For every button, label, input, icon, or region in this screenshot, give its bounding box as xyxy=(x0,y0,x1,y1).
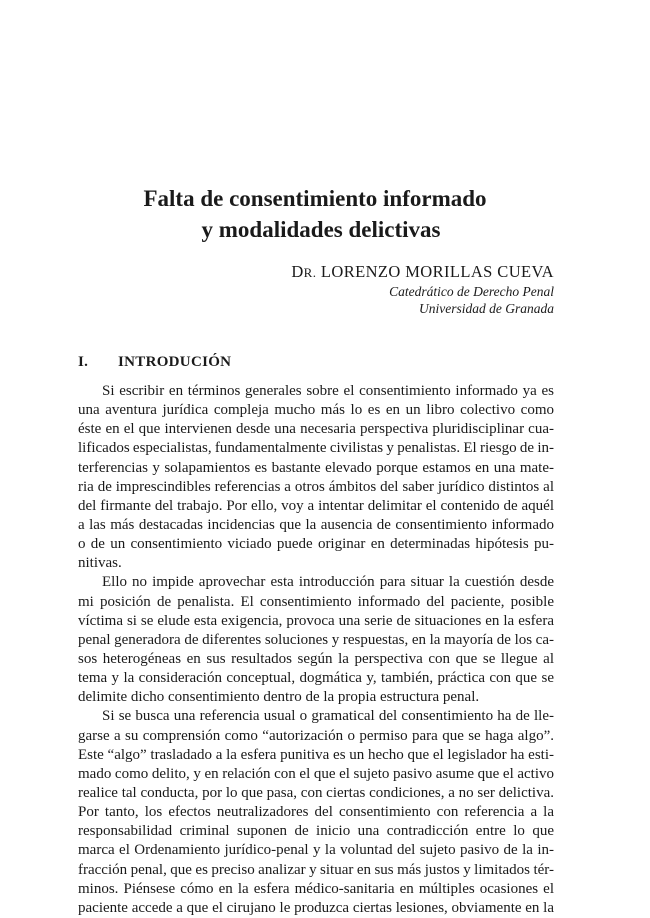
text-line: realice tal conducta, por lo que pasa, con ciertas condiciones, a no ser delictiva. xyxy=(78,784,554,801)
text-line: marca el Ordenamiento jurídico-penal y la voluntad del sujeto pasivo de la in- xyxy=(78,842,554,859)
section-heading xyxy=(78,353,231,371)
text-line: éste en el que intervienen desde una necesaria perspectiva pluridisciplinar cua- xyxy=(78,421,554,438)
section-number: I. xyxy=(78,354,89,370)
text-line: a las más destacadas incidencias que la ausencia de consentimiento informado xyxy=(78,516,554,533)
text-line: Si se busca una referencia usual o gramatical del consentimiento ha de lle- xyxy=(102,708,554,725)
text-line: tema y la consideración conceptual, dogmática y, también, práctica con que se xyxy=(78,670,554,687)
text-line: Si escribir en términos generales sobre el consentimiento informado ya es xyxy=(102,383,554,399)
text-line: Este “algo” trasladado a la esfera punitiva es un hecho que el legislador ha esti- xyxy=(78,746,554,763)
chapter-title-line-1: Falta de consentimiento informado xyxy=(143,186,487,211)
author-prefix: DR. xyxy=(291,262,317,281)
text-line: terferencias y solapamientos es bastante elevado porque estamos en una mate- xyxy=(78,459,554,476)
author-position: Catedrático de Derecho Penal xyxy=(389,284,554,299)
text-line: del firmante del trabajo. Por ello, voy a intentar delimitar el contenido de aquél xyxy=(78,497,554,514)
text-line: mado como delito, y en relación con el que el sujeto pasivo asume que el activo xyxy=(78,765,554,782)
text-line: penal generadora de diferentes soluciones y respuestas, en la mayoría de los ca- xyxy=(78,631,554,648)
text-line: garse a su comprensión como “autorización o permiso para que se haga algo”. xyxy=(78,727,554,744)
author-institution: Universidad de Granada xyxy=(419,301,554,316)
text-line: fracción penal, que es preciso analizar y situar en sus más justos y limitados tér- xyxy=(78,861,554,878)
text-line: Por tanto, los efectos neutralizadores del consentimiento con referencia a la xyxy=(78,804,554,821)
chapter-title xyxy=(0,183,650,245)
text-line: paciente accede a que el cirujano le produzca ciertas lesiones, obviamente en la xyxy=(78,899,554,916)
text-line: lificados especialistas, fundamentalmente civilistas y penalistas. El riesgo de in- xyxy=(78,440,554,457)
body-text xyxy=(78,382,554,918)
text-line: responsabilidad criminal suponen de inicio una contradicción entre lo que xyxy=(78,823,554,840)
text-line: víctima si se elude esta exigencia, provoca una serie de situaciones en la esfera xyxy=(78,612,554,629)
text-line: Ello no impide aprovechar esta introducción para situar la cuestión desde xyxy=(102,574,554,591)
author-block xyxy=(291,262,554,317)
section-title: INTRODUCIÓN xyxy=(118,354,232,370)
text-line: minos. Piénsese cómo en la esfera médico-sanitaria en múltiples ocasiones el xyxy=(78,880,554,897)
text-line: o de un consentimiento viciado puede originar en determinadas hipótesis pu- xyxy=(78,536,554,553)
text-line: sos heterogéneas en sus resultados según la perspectiva con que se llegue al xyxy=(78,650,554,667)
author-name-line xyxy=(291,262,554,283)
author-name: LORENZO MORILLAS CUEVA xyxy=(320,262,554,281)
text-line: mi posición de penalista. El consentimiento informado del paciente, posible xyxy=(78,593,554,610)
text-line: ria de imprescindibles referencias a otros ámbitos del saber jurídico distintos al xyxy=(78,478,554,495)
text-line: nitivas. xyxy=(78,555,122,572)
chapter-title-line-2: y modalidades delictivas xyxy=(201,217,441,242)
text-line: una aventura jurídica compleja mucho más lo es en un libro colectivo como xyxy=(78,402,554,419)
text-line: delimite dicho consentimiento dentro de la propia estructura penal. xyxy=(78,689,480,706)
